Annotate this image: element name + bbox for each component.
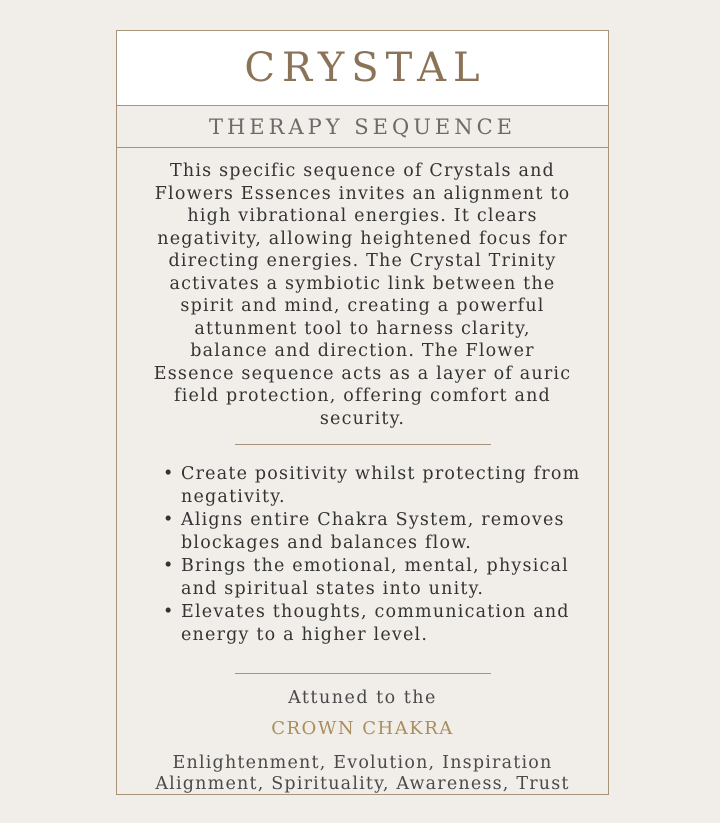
title-bar <box>117 31 608 106</box>
bullet-icon: • <box>163 602 175 622</box>
benefits-list <box>117 463 583 647</box>
divider-bottom <box>235 673 491 674</box>
list-item-text: Create positivity whilst protecting from negativity. <box>181 464 581 507</box>
attuned-label: Attuned to the <box>288 688 437 708</box>
list-item <box>163 463 583 509</box>
list-item-text: Brings the emotional, mental, physical and spiritual states into unity. <box>181 556 569 599</box>
bullet-icon: • <box>163 510 175 530</box>
list-item-text: Aligns entire Chakra System, removes blockages and balances flow. <box>181 510 565 553</box>
description-text: This specific sequence of Crystals and Flowers Essences invites an alignment to high vibrational energies. It clears negativity, allowing heightened focus for directing energies. The Crystal Trinity activates a symbiotic link between the spirit and mind, creating a powerful attunment tool to harness clarity, balance and direction. The Flower Essence sequence acts as a layer of auric field protection, offering comfort and security. <box>153 161 572 429</box>
page-subtitle: THERAPY SEQUENCE <box>208 114 517 139</box>
bullet-icon: • <box>163 556 175 576</box>
list-item <box>163 509 583 555</box>
product-card <box>116 30 609 795</box>
keywords-line-2: Alignment, Spirituality, Awareness, Trust <box>155 774 570 794</box>
subtitle-bar <box>117 106 608 148</box>
keywords-line-1: Enlightenment, Evolution, Inspiration <box>172 753 553 773</box>
bullet-icon: • <box>163 464 175 484</box>
chakra-name: CROWN CHAKRA <box>271 718 454 739</box>
list-item <box>163 601 583 647</box>
list-item-text: Elevates thoughts, communication and energy to a higher level. <box>181 602 570 645</box>
page-title: CRYSTAL <box>244 45 487 91</box>
list-item <box>163 555 583 601</box>
chakra-keywords <box>117 753 608 795</box>
divider-top <box>235 444 491 445</box>
